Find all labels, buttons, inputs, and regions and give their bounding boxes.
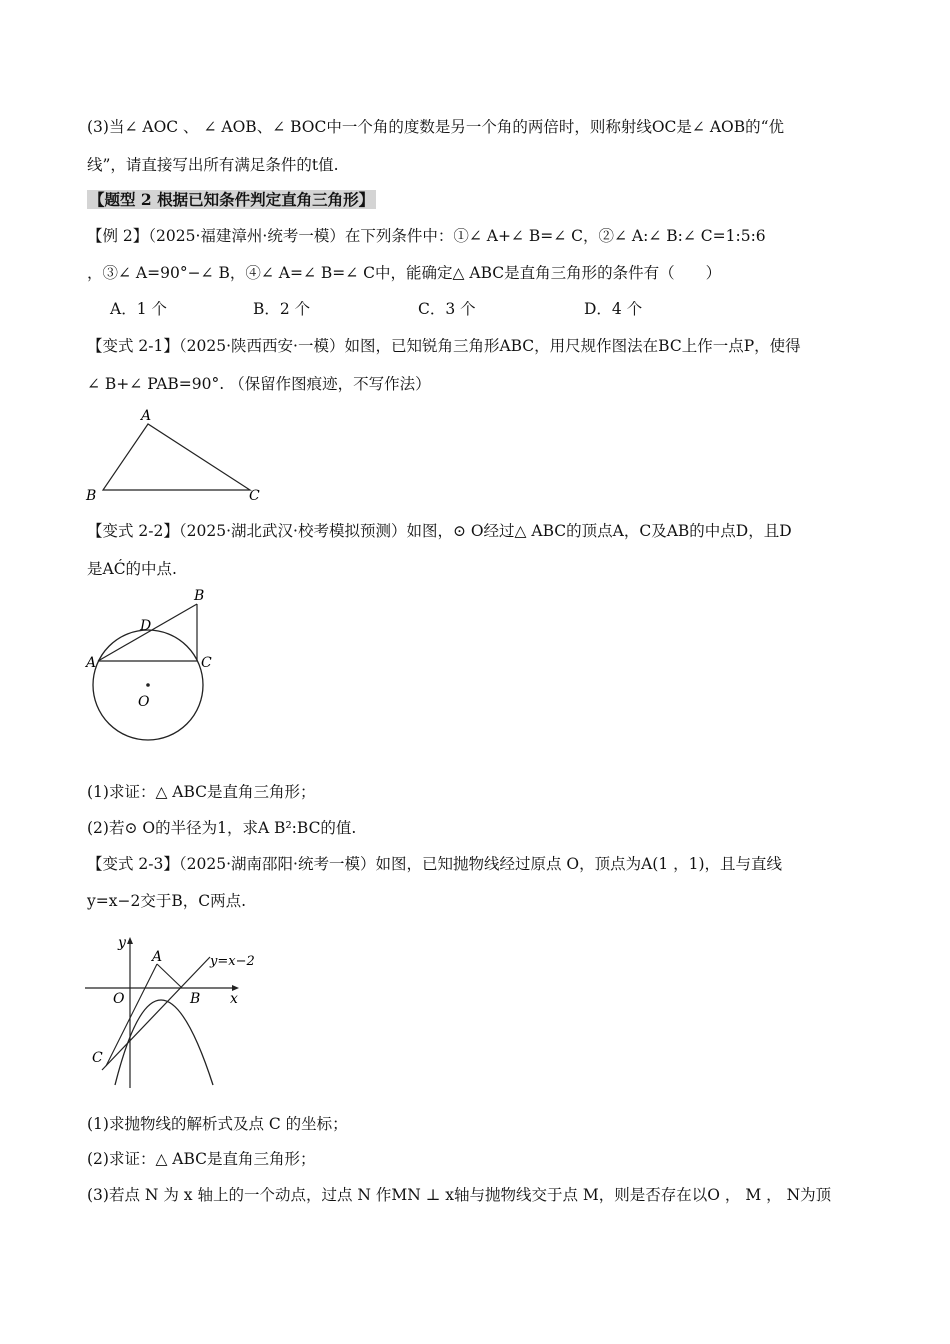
parabola-figure [80, 930, 280, 1095]
center-dot [146, 683, 150, 687]
variant-2-2-question-2: (2)若⊙ O的半径为1，求A B²:BC的值. [87, 819, 357, 837]
problem-3-line-2: 线”，请直接写出所有满足条件的t值. [87, 156, 339, 174]
segment-ca [106, 964, 157, 1066]
triangle-figure [80, 402, 270, 507]
variant-2-2-question-1: (1)求证：△ ABC是直角三角形； [87, 783, 316, 801]
example-2-line-2: ，③∠ A=90°−∠ B，④∠ A=∠ B=∠ C中，能确定△ ABC是直角三角形的条件有（ ） [87, 264, 722, 282]
circle-figure [80, 585, 230, 745]
label-line-equation: y=x−2 [210, 954, 255, 969]
label-o: O [113, 991, 125, 1007]
label-a: A [152, 949, 163, 965]
label-a: A [141, 408, 152, 424]
label-b: B [190, 991, 201, 1007]
label-y-axis: y [118, 935, 126, 951]
label-c: C [201, 655, 212, 671]
label-c: C [249, 488, 260, 504]
problem-3-line-1: (3)当∠ AOC 、 ∠ AOB、∠ BOC中一个角的度数是另一个角的两倍时，则称射线OC是∠ AOB的“优 [87, 118, 785, 136]
option-b: B．2 个 [253, 300, 311, 318]
variant-2-3-question-1: (1)求抛物线的解析式及点 C 的坐标； [87, 1115, 348, 1133]
example-2-line-1: 【例 2】（2025·福建漳州·统考一模）在下列条件中：①∠ A+∠ B=∠ C，②∠ A:∠ B:∠ C=1:5:6 [87, 227, 766, 245]
section-heading-text: 【题型 2 根据已知条件判定直角三角形】 [89, 190, 375, 209]
y-axis-arrow [127, 937, 133, 944]
label-d: D [140, 618, 152, 634]
option-a: A．1 个 [110, 300, 167, 318]
label-b: B [86, 488, 97, 504]
variant-2-1-line-2: ∠ B+∠ PAB=90°. （保留作图痕迹，不写作法） [87, 375, 431, 393]
line-y-x-minus-2 [102, 957, 210, 1070]
label-a: A [86, 655, 97, 671]
label-o: O [138, 694, 150, 710]
variant-2-3-line-2: y=x−2交于B，C两点. [87, 892, 247, 910]
segment-ab [157, 964, 182, 988]
label-c: C [92, 1050, 103, 1066]
variant-2-3-line-1: 【变式 2-3】（2025·湖南邵阳·统考一模）如图，已知抛物线经过原点 O，顶点为A(1 ，1)，且与直线 [87, 855, 783, 873]
section-heading [87, 189, 376, 211]
variant-2-3-question-3: (3)若点 N 为 x 轴上的一个动点，过点 N 作MN ⊥ x轴与抛物线交于点 M，则是否存在以O ， M ， N为顶 [87, 1186, 832, 1204]
label-b: B [194, 588, 205, 604]
triangle-abc [103, 424, 250, 490]
option-c: C．3 个 [418, 300, 476, 318]
variant-2-1-line-1: 【变式 2-1】（2025·陕西西安·一模）如图，已知锐角三角形ABC，用尺规作图法在BC上作一点P，使得 [87, 337, 801, 355]
variant-2-2-line-1: 【变式 2-2】（2025·湖北武汉·校考模拟预测）如图，⊙ O经过△ ABC的顶点A，C及AB的中点D，且D [87, 522, 792, 540]
option-d: D．4 个 [584, 300, 643, 318]
variant-2-2-line-2: 是AĆ的中点. [87, 560, 177, 578]
label-x-axis: x [230, 991, 238, 1007]
variant-2-3-question-2: (2)求证：△ ABC是直角三角形； [87, 1150, 316, 1168]
